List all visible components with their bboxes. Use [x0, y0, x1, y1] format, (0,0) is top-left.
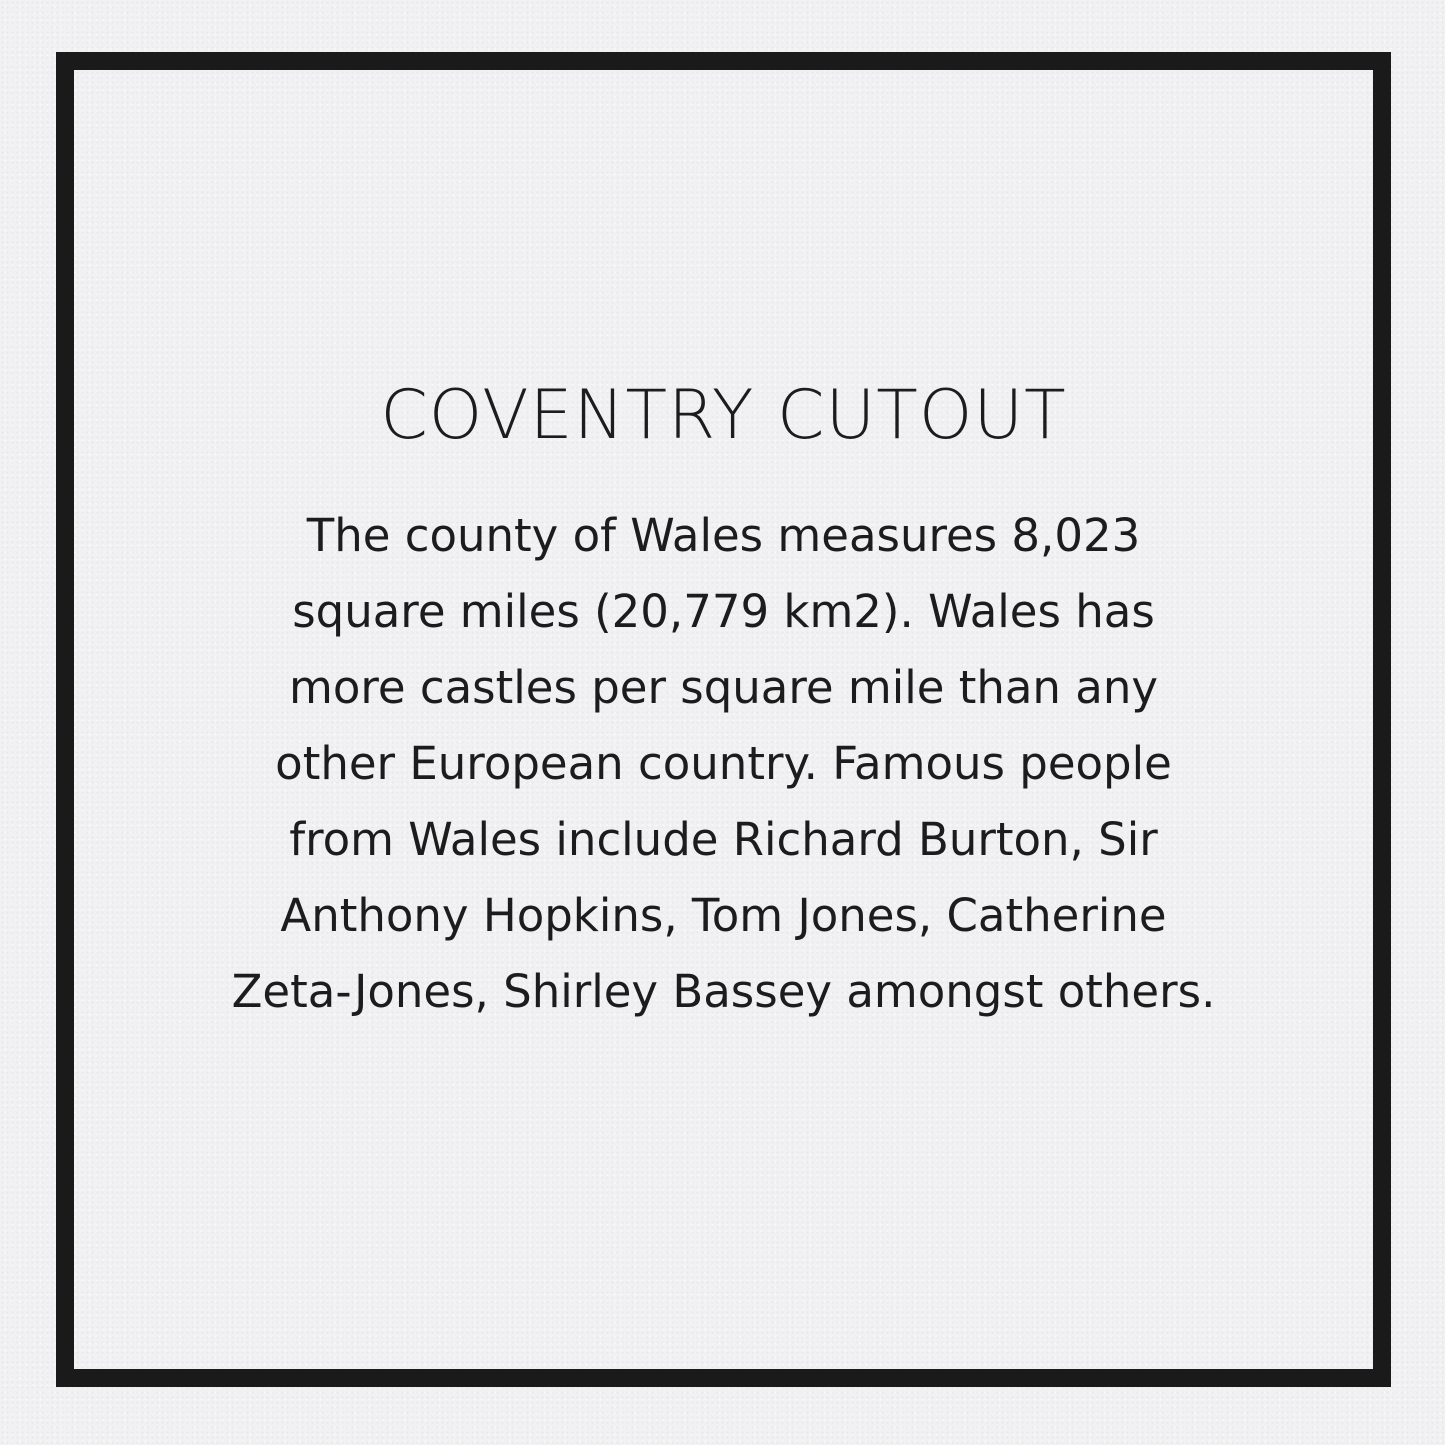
card-body [232, 498, 1216, 1030]
body-line: The county of Wales measures 8,023 [306, 509, 1141, 562]
card-title: COVENTRY CUTOUT [380, 376, 1067, 455]
body-line: other European country. Famous people [275, 737, 1172, 790]
body-line: Zeta-Jones, Shirley Bassey amongst others. [231, 965, 1216, 1018]
body-line: square miles (20,779 km2). Wales has [292, 585, 1155, 638]
body-line: Anthony Hopkins, Tom Jones, Catherine [280, 889, 1167, 942]
body-line: from Wales include Richard Burton, Sir [289, 813, 1158, 866]
body-line: more castles per square mile than any [288, 661, 1158, 714]
card-frame [56, 52, 1391, 1387]
